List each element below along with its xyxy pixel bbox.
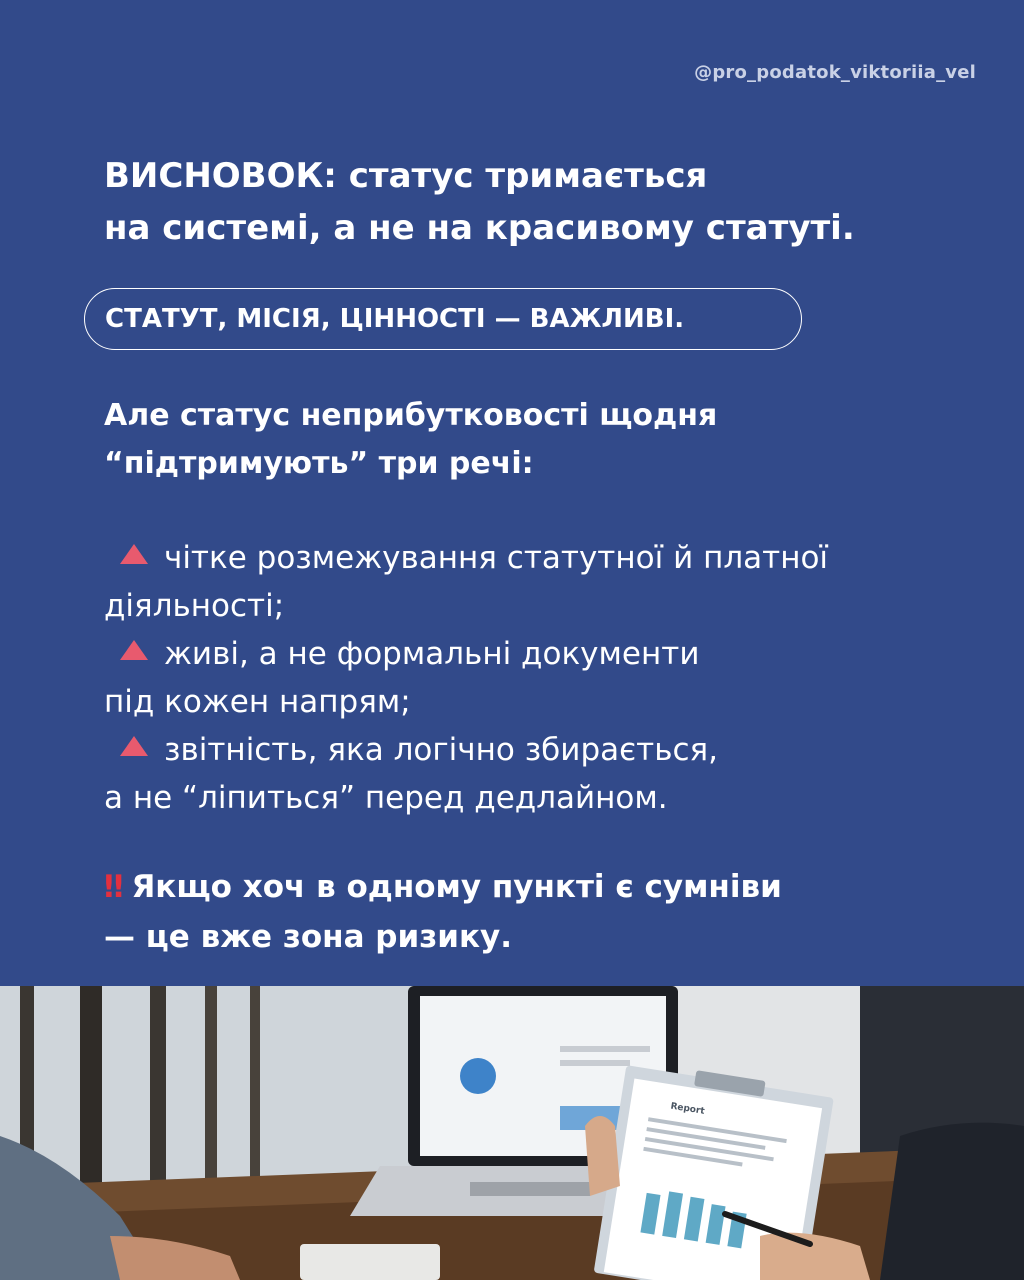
list-item (104, 726, 984, 822)
bullet-text: звітність, яка логічно збирається, (164, 732, 719, 768)
heading-line: ВИСНОВОК: статус тримається (104, 156, 708, 196)
risk-warning (104, 862, 984, 962)
values-pill (84, 288, 802, 350)
pill-text: СТАТУТ, МІСІЯ, ЦІННОСТІ — ВАЖЛИВІ. (105, 304, 685, 334)
warning-text: — це вже зона ризику. (104, 919, 512, 955)
subheading (104, 392, 964, 488)
bullet-text: а не “ліпиться” перед дедлайном. (104, 780, 668, 816)
bullet-text: під кожен напрям; (104, 684, 411, 720)
list-item (104, 630, 984, 726)
account-handle: @pro_podatok_viktoriia_vel (694, 62, 976, 83)
report-title: Report (669, 1101, 706, 1117)
warning-text: Якщо хоч в одному пункті є сумніви (131, 869, 782, 905)
subheading-line: “підтримують” три речі: (104, 446, 534, 481)
double-exclamation-icon: ‼ (104, 869, 124, 905)
office-photo (0, 986, 1024, 1280)
triangle-icon (120, 736, 148, 756)
conclusion-heading (104, 150, 964, 254)
heading-line: на системі, а не на красивому статуті. (104, 208, 855, 248)
triangle-icon (120, 640, 148, 660)
bullet-list (104, 534, 984, 822)
bullet-text: чітке розмежування статутної й платної (164, 540, 829, 576)
bullet-text: живі, а не формальні документи (164, 636, 700, 672)
bullet-text: діяльності; (104, 588, 285, 624)
triangle-icon (120, 544, 148, 564)
list-item (104, 534, 984, 630)
subheading-line: Але статус неприбутковості щодня (104, 398, 718, 433)
office-illustration (0, 986, 1024, 1280)
